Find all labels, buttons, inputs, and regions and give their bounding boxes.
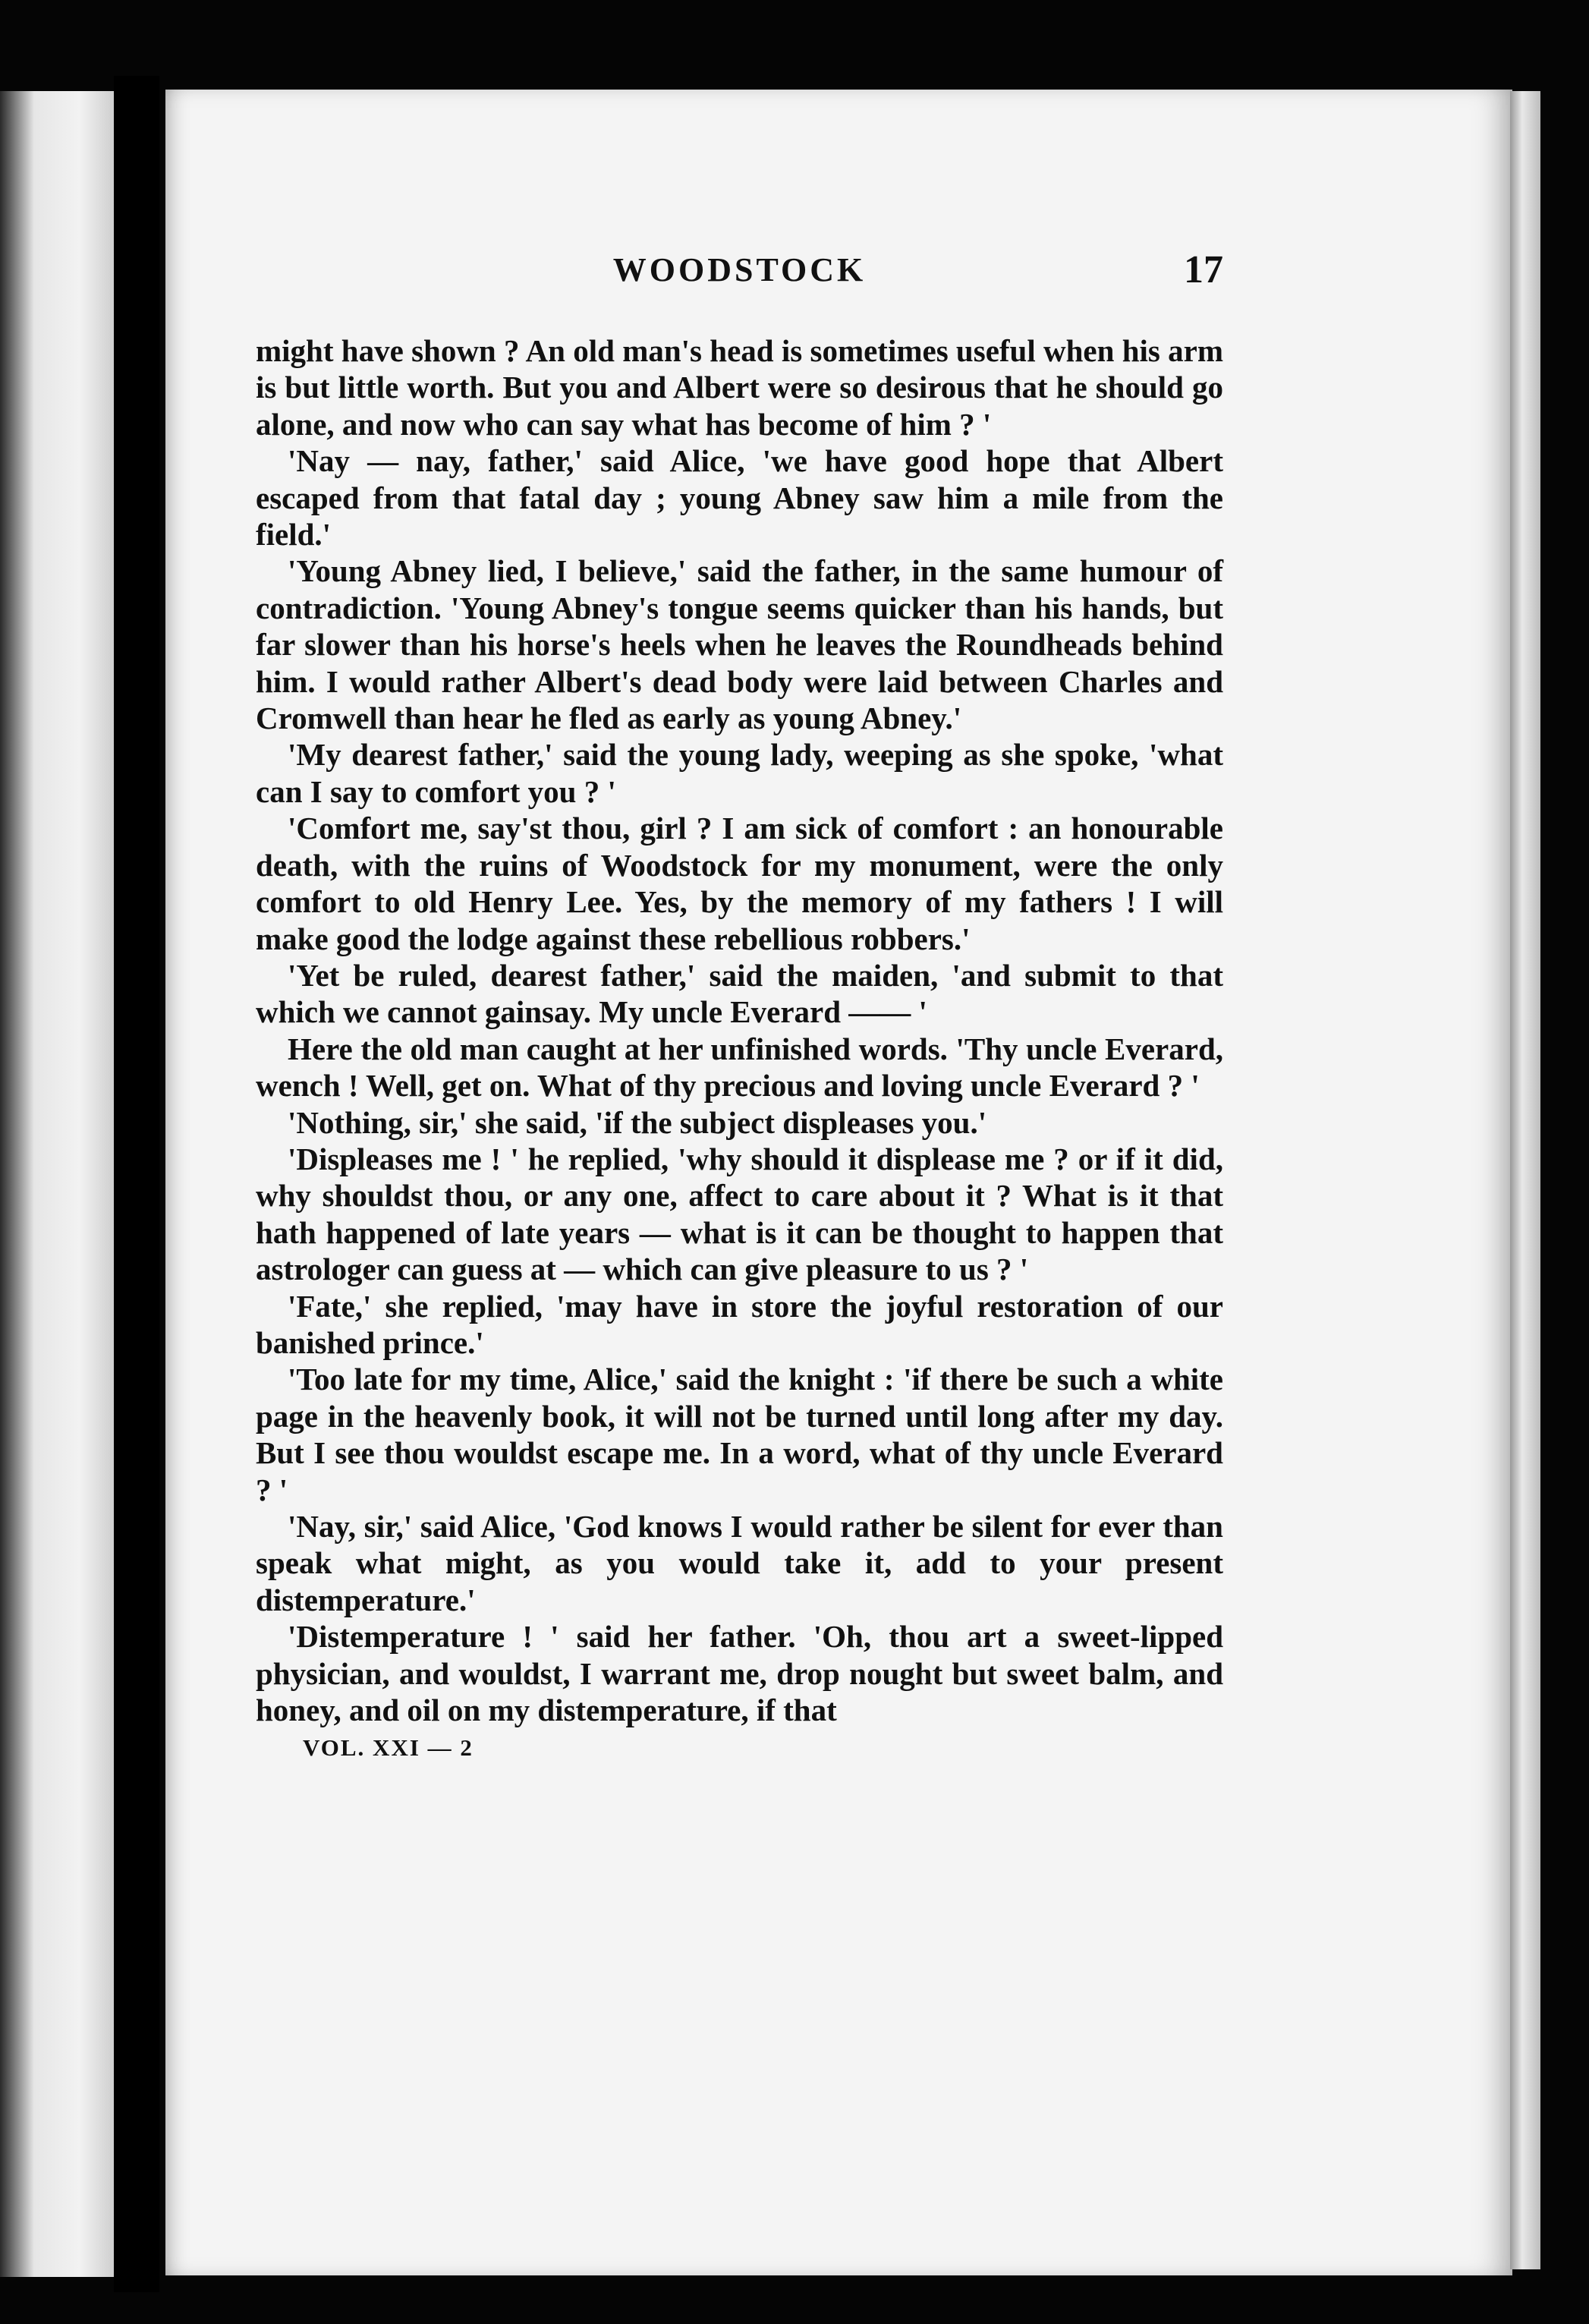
right-page-edge: [1510, 91, 1540, 2269]
paragraph: 'Nothing, sir,' she said, 'if the subject displeases you.': [288, 1104, 987, 1140]
paragraph: 'Young Abney lied, I believe,' said the father, in the same humour of contradiction. 'Young Abney's tongue seems quicker than his hands, but far slower than his horse's heels when he leaves the Roundheads behind him. I would rather Albert's dead body were laid between Charles and Cromwell than hear he fled as early as young Abney.': [256, 553, 1223, 736]
book-gutter: [114, 76, 159, 2292]
body-text: [256, 332, 1223, 1728]
paragraph: 'Too late for my time, Alice,' said the knight : 'if there be such a white page in the heavenly book, it will not be turned until long after my day. But I see thou wouldst escape me. In a word, what of thy uncle Everard ? ': [256, 1362, 1223, 1507]
page-number: 17: [1184, 248, 1223, 291]
running-head: [256, 250, 1223, 304]
paragraph: 'Yet be ruled, dearest father,' said the maiden, 'and submit to that which we cannot gainsay. My uncle Everard —— ': [256, 957, 1223, 1030]
signature-mark: VOL. XXI — 2: [303, 1734, 474, 1762]
running-title: WOODSTOCK: [612, 251, 867, 288]
paragraph: 'Nay — nay, father,' said Alice, 'we have good hope that Albert escaped from that fatal day ; young Abney saw him a mile from the field.': [256, 443, 1223, 553]
paragraph: 'Comfort me, say'st thou, girl ? I am sick of comfort : an honourable death, with the ruins of Woodstock for my monument, were the only comfort to old Henry Lee. Yes, by the memory of my fathers ! I will make good the lodge against these rebellious robbers.': [256, 811, 1223, 956]
paragraph: 'Distemperature ! ' said her father. 'Oh, thou art a sweet-lipped physician, and wouldst, I warrant me, drop nought but sweet balm, and honey, and oil on my distemperature, if that: [256, 1619, 1223, 1728]
paragraph: might have shown ? An old man's head is sometimes useful when his arm is but little worth. But you and Albert were so desirous that he should go alone, and now who can say what has become of him ? ': [256, 333, 1223, 442]
paragraph: 'My dearest father,' said the young lady, weeping as she spoke, 'what can I say to comfort you ? ': [256, 737, 1223, 809]
paragraph: 'Fate,' she replied, 'may have in store the joyful restoration of our banished prince.': [256, 1288, 1223, 1360]
left-page-edge: [0, 91, 114, 2277]
text-block: [256, 250, 1223, 1762]
paragraph: 'Displeases me ! ' he replied, 'why should it displease me ? or if it did, why shouldst thou, or any one, affect to care about it ? What is it that hath happened of late years — what is it can be thought to happen that astrologer can guess at — which can give pleasure to us ? ': [256, 1141, 1223, 1287]
paragraph: 'Nay, sir,' said Alice, 'God knows I would rather be silent for ever than speak what might, as you would take it, add to your present distemperature.': [256, 1509, 1223, 1617]
paragraph: Here the old man caught at her unfinished words. 'Thy uncle Everard, wench ! Well, get on. What of thy precious and loving uncle Everard ? ': [256, 1031, 1223, 1104]
